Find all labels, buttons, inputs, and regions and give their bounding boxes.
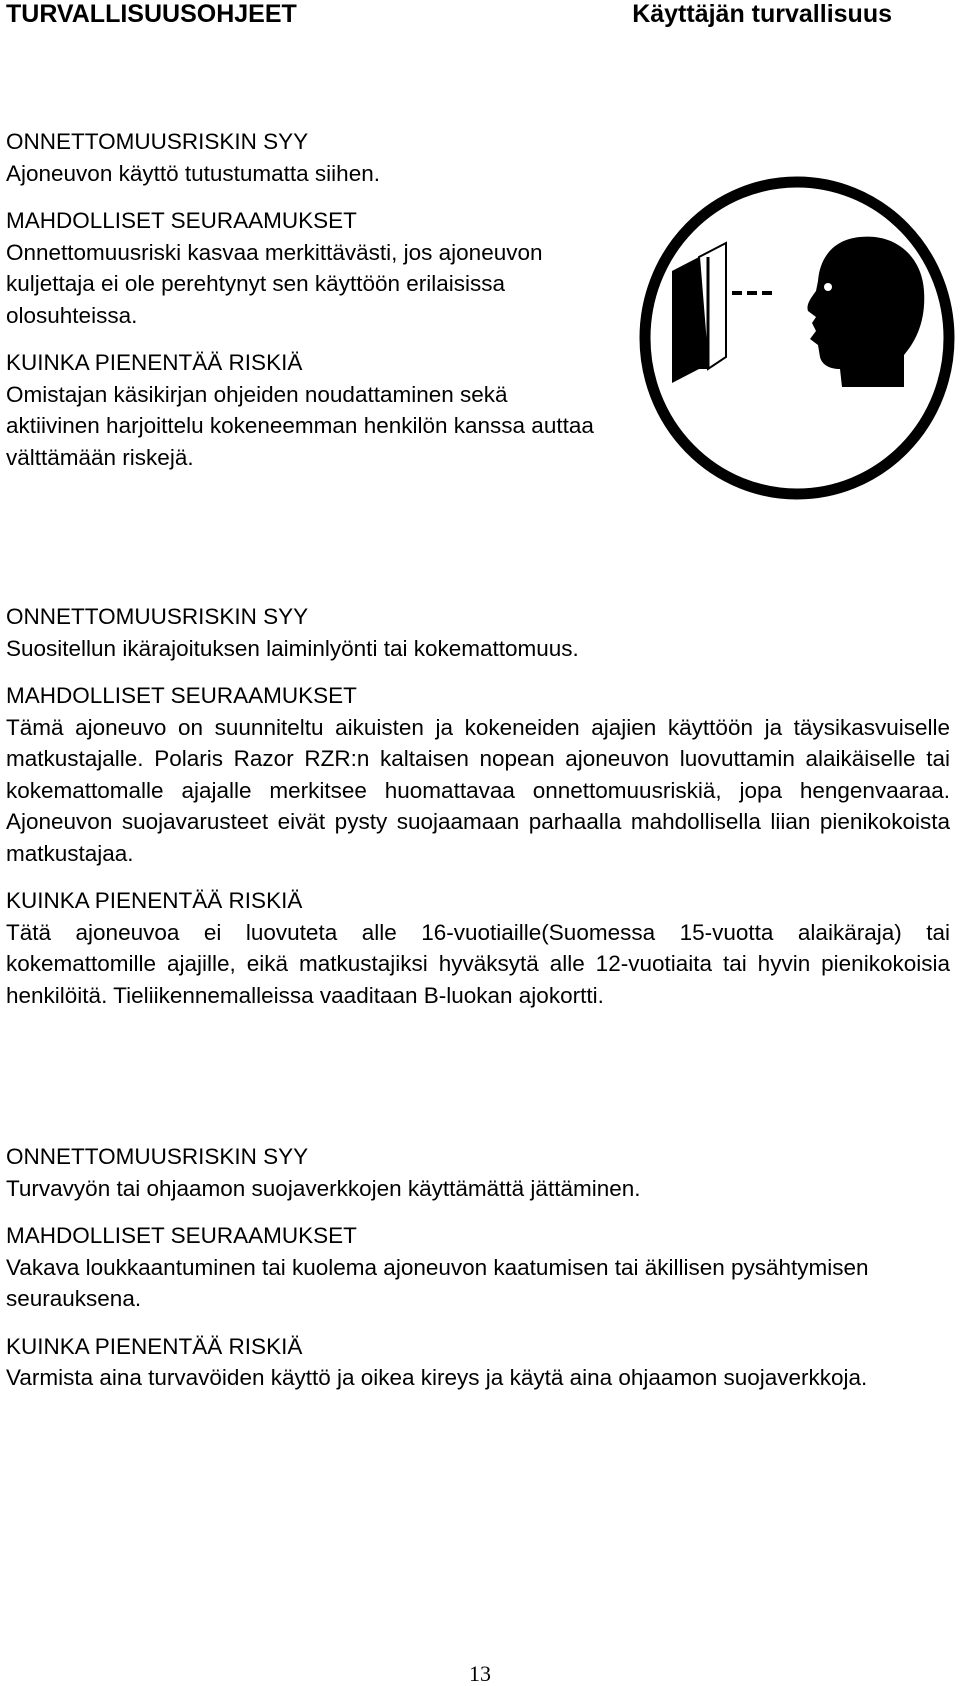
consequence-heading: MAHDOLLISET SEURAAMUKSET <box>6 208 357 233</box>
mitigation-text: Varmista aina turvavöiden käyttö ja oikea kireys ja käytä aina ohjaamon suojaverkkoja. <box>6 1365 868 1390</box>
mitigation-heading: KUINKA PIENENTÄÄ RISKIÄ <box>6 888 303 913</box>
mitigation-heading: KUINKA PIENENTÄÄ RISKIÄ <box>6 350 303 375</box>
consequence-text: Vakava loukkaantuminen tai kuolema ajoneuvon kaatumisen tai äkillisen pysähtymisen seurauksena. <box>6 1254 869 1311</box>
section-title: Käyttäjän turvallisuus <box>632 0 892 28</box>
cause-text: Suositellun ikärajoituksen laiminlyönti tai kokemattomuus. <box>6 635 579 661</box>
cause-text: Ajoneuvon käyttö tutustumatta siihen. <box>6 160 380 186</box>
safety-section-1 <box>6 126 606 473</box>
page-number: 13 <box>469 1661 491 1686</box>
page-header <box>0 0 960 30</box>
cause-heading: ONNETTOMUUSRISKIN SYY <box>6 1144 309 1169</box>
consequence-heading: MAHDOLLISET SEURAAMUKSET <box>6 683 357 708</box>
mitigation-text: Tätä ajoneuvoa ei luovuteta alle 16-vuotiaille(Suomessa 15-vuotta alaikäraja) tai kokemattomille ajajille, eikä matkustajiksi hyväksytä alle 12-vuotiaita tai hyvin pienikokoisia henkilöitä. Tieliikennemalleissa vaaditaan B-luokan ajokortti. <box>6 919 950 1008</box>
mitigation-text: Omistajan käsikirjan ohjeiden noudattaminen sekä aktiivinen harjoittelu kokeneemman henkilön kanssa auttaa välttämään riskejä. <box>6 381 594 470</box>
consequence-text: Tämä ajoneuvo on suunniteltu aikuisten ja kokeneiden ajajien käyttöön ja täysikasvuiselle matkustajalle. Polaris Razor RZR:n kaltaisen nopean ajoneuvon luovuttamin alaikäiselle tai kokemattomalle ajajalle merkitsee huomattavaa onnettomuusriskiä, jopa hengenvaaraa. Ajoneuvon suojavarusteet eivät pysty suojaamaan parhaalla mahdollisella liian pienikokoista matkustajaa. <box>6 714 950 866</box>
safety-section-3 <box>6 1141 926 1394</box>
consequence-heading: MAHDOLLISET SEURAAMUKSET <box>6 1223 357 1248</box>
read-manual-icon <box>634 173 960 503</box>
cause-heading: ONNETTOMUUSRISKIN SYY <box>6 129 309 154</box>
safety-section-2 <box>6 601 950 1011</box>
mitigation-heading: KUINKA PIENENTÄÄ RISKIÄ <box>6 1333 303 1359</box>
consequence-text: Onnettomuusriski kasvaa merkittävästi, jos ajoneuvon kuljettaja ei ole perehtynyt sen käyttöön erilaisissa olosuhteissa. <box>6 239 543 328</box>
document-title: TURVALLISUUSOHJEET <box>6 0 297 28</box>
cause-heading: ONNETTOMUUSRISKIN SYY <box>6 604 309 629</box>
cause-text: Turvavyön tai ohjaamon suojaverkkojen käyttämättä jättäminen. <box>6 1175 641 1201</box>
